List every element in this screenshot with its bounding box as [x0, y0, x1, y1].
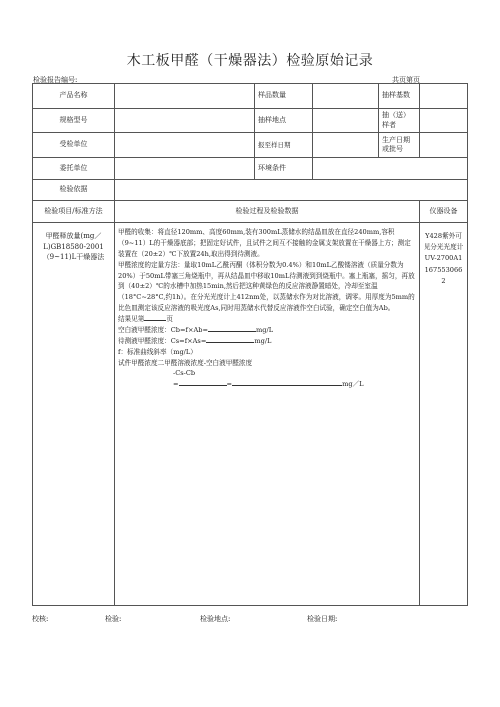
sample-arrival-date-label: 报至样日期 [255, 133, 313, 158]
collection-paragraph: 甲醛的收集：将直径120mm、高度60mm,装有300mL蒸储水的结晶皿放在直径240mm,容积（9~11）L的干燥器底部；把固定好试件，且试件之间互不接触的金属支架放置在干燥器上方；测定装置在（20±2）℃下放置24h,取出得到待测液。 [118, 228, 411, 258]
basis-value[interactable] [115, 180, 468, 201]
test-concentration-line: 待测液甲醛浓度：Cs=f×As= mg/L [118, 336, 272, 345]
place-label: 检验地点: [200, 615, 231, 623]
row-headers [33, 201, 468, 223]
row-inspected-unit [33, 133, 468, 158]
client-unit-label: 委托单位 [33, 158, 115, 180]
inspected-unit-value[interactable] [115, 133, 255, 158]
blank-formula: Cb=f×Ab= [170, 325, 209, 334]
sampling-base-label: 抽样基数 [379, 84, 420, 109]
result-prefix: 结果见第 [118, 315, 145, 323]
document-title: 木工板甲醛（干燥器法）检验原始记录 [126, 53, 374, 69]
sampling-sender-label: 抽（送）样者 [379, 109, 420, 133]
inspector-label: 检验: [105, 615, 122, 623]
result-page-blank[interactable] [144, 314, 166, 321]
formula-line: 试件甲醛浓度二甲醛溶液浓度-空白液甲醛浓度 [118, 358, 253, 367]
blank-value-blank[interactable] [208, 325, 256, 332]
sample-qty-value[interactable] [313, 84, 379, 109]
client-unit-value[interactable] [115, 158, 255, 180]
production-date-label: 生产日期或批号 [379, 133, 420, 158]
item-method-header: 检验项目/标准方法 [33, 201, 115, 223]
page-count-label: 共页第页 [392, 76, 420, 84]
date-label: 检验日期: [307, 615, 338, 623]
final-blank-2[interactable] [232, 379, 342, 386]
equipment-header: 仪器设备 [420, 201, 468, 223]
quantification-paragraph: 甲醛浓度的定量方法：量取10mL乙酰丙酮（体积分数为0.4%）和10mL乙酸镂溶液（质量分数为20%）于50mL带塞三角烧瓶中，再从结晶皿中移取10mL待测液到到烧瓶中。塞上瓶塞，摇匀，再放到（40±2）℃的水槽中加热15min,然后把这种黄绿色的反应溶液静置暗处，冷却至室温（18°C~28°C,约1h）。在分光光度计上412nm处，以蒸储水作为对比溶液，调零。用厚度为5mm的比色皿测定该反应溶液的吸光度As,同时用蒸储水代替反应溶液作空白试验，确定空白值为Ab。 [118, 260, 415, 313]
sample-arrival-date-value[interactable] [313, 133, 379, 158]
equipment-cell: Y428紫外可见分光光度计UV-2700A11675530662 [420, 223, 468, 606]
product-name-label: 产品名称 [33, 84, 115, 109]
blank-concentration-line: 空白液甲醛浓度：Cb=f×Ab= mg/L [118, 325, 274, 334]
spec-model-value[interactable] [115, 109, 255, 133]
row-client [33, 158, 468, 180]
sampling-sender-value[interactable] [420, 109, 468, 133]
test-formula: Cs=f×As= [170, 336, 207, 345]
row-spec [33, 109, 468, 133]
env-condition-value[interactable] [313, 158, 468, 180]
inspected-unit-label: 受检单位 [33, 133, 115, 158]
product-name-value[interactable] [115, 84, 255, 109]
final-result-line: = = mg／L [173, 380, 364, 389]
formula-sub-line: -Cs-Cb [173, 369, 196, 378]
result-suffix: 页 [166, 315, 173, 323]
row-basis [33, 180, 468, 201]
slope-line: f：标准曲线斜率（mg/L） [118, 347, 197, 356]
result-line [118, 314, 416, 325]
record-table [32, 83, 468, 606]
report-number-label: 检验报告编号: [33, 76, 78, 84]
spec-model-label: 规格型号 [33, 109, 115, 133]
test-value-blank[interactable] [206, 336, 254, 343]
row-product [33, 84, 468, 109]
process-data-header: 检验过程及检验数据 [115, 201, 420, 223]
process-cell [115, 223, 420, 606]
method-cell: 甲醛释放量(mg／L)GB18580-2001（9~11)L干燥器法 [33, 223, 115, 606]
sampling-place-value[interactable] [313, 109, 379, 133]
env-condition-label: 环境条件 [255, 158, 313, 180]
sample-qty-label: 样品数量 [255, 84, 313, 109]
production-date-value[interactable] [420, 133, 468, 158]
basis-label: 检验依据 [33, 180, 115, 201]
sampling-place-label: 抽样地点 [255, 109, 313, 133]
row-process [33, 223, 468, 606]
final-blank-1[interactable] [179, 379, 227, 386]
checker-label: 校核: [32, 615, 49, 623]
sampling-base-value[interactable] [420, 84, 468, 109]
